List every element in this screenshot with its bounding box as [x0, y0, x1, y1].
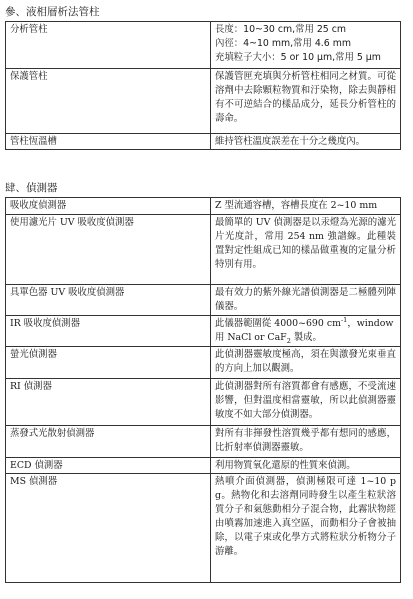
row-label: 分析管柱: [6, 22, 211, 69]
table-row: [6, 316, 401, 347]
value-line: 內徑：4~10 mm,常用 4.6 mm: [215, 37, 351, 49]
row-value: 此偵測器靈敏度極高，須在與激發光束垂直的方向上加以觀測。: [211, 347, 401, 379]
row-label: MS 偵測器: [6, 474, 211, 583]
row-label: 保護管柱: [6, 69, 211, 134]
row-label: IR 吸收度偵測器: [6, 316, 211, 347]
table-row: [6, 285, 401, 316]
row-value: 利用物質氧化還原的性質來偵測。: [211, 458, 401, 474]
value-line: 長度：10~30 cm,常用 25 cm: [215, 24, 347, 35]
row-label: 蒸發式光散射偵測器: [6, 426, 211, 458]
columns-table: [5, 21, 401, 150]
row-value: 熱噴介面偵測器，偵測極限可達 1~10 pg。熱物化和去溶劑同時發生以產生粒狀溶質分子和氣態動相分子混合物，此霧狀物經由噴霧加速進入真空區，而動相分子會被抽除，以電子束或化學方式將粒狀分析物分子游離。: [211, 474, 401, 583]
row-value: 此儀器範圍從 4000~690 $cm^{-1}$，window 用 NaCl or CaF$_2$ 製成。: [211, 316, 401, 347]
row-label: 吸收度偵測器: [6, 198, 211, 215]
row-label: 使用濾光片 UV 吸收度偵測器: [6, 215, 211, 285]
row-value: 此偵測器對所有溶質都會有感應，不受流速影響，但對溫度相當靈敏，所以此偵測器靈敏度不如大部分偵測器。: [211, 379, 401, 426]
row-label: RI 偵測器: [6, 379, 211, 426]
row-value: 保護管匣充填與分析管柱相同之材質。可從溶劑中去除顆粒物質和汙染物，除去與靜相有不可逆結合的樣品成分，延長分析管柱的壽命。: [211, 69, 401, 134]
row-value: Z 型流通容槽，容槽長度在 2~10 mm: [211, 198, 401, 215]
table-row: [6, 474, 401, 583]
detectors-table: [5, 197, 401, 583]
table-row: [6, 426, 401, 458]
table-row: [6, 198, 401, 215]
row-label: 螢光偵測器: [6, 347, 211, 379]
row-label: 具單色器 UV 吸收度偵測器: [6, 285, 211, 316]
row-value: 最有效力的紫外線光譜偵測器是二極體列陣儀器。: [211, 285, 401, 316]
table-row: [6, 379, 401, 426]
table-row: [6, 134, 401, 150]
row-label: ECD 偵測器: [6, 458, 211, 474]
table-row: [6, 347, 401, 379]
table-row: [6, 458, 401, 474]
row-value: [211, 22, 401, 69]
row-label: 管柱恆溫槽: [6, 134, 211, 150]
section-heading-detectors: 肆、偵測器: [5, 182, 58, 194]
row-value: 對所有非揮發性溶質幾乎都有想同的感應，比折射率偵測器靈敏。: [211, 426, 401, 458]
section-heading-columns: 參、液相層析法管柱: [5, 6, 100, 18]
table-row: [6, 215, 401, 285]
table-row: [6, 69, 401, 134]
table-row: [6, 22, 401, 69]
value-line: 充填粒子大小：5 or 10 μm,常用 5 μm: [215, 51, 381, 63]
row-value: 最簡單的 UV 偵測器是以汞燈為光源的濾光片光度計，常用 254 nm 強譜線。此種裝置對定性組成已知的樣品做重複的定量分析特別有用。: [211, 215, 401, 285]
row-value: 維持管柱溫度誤差在十分之幾度內。: [211, 134, 401, 150]
